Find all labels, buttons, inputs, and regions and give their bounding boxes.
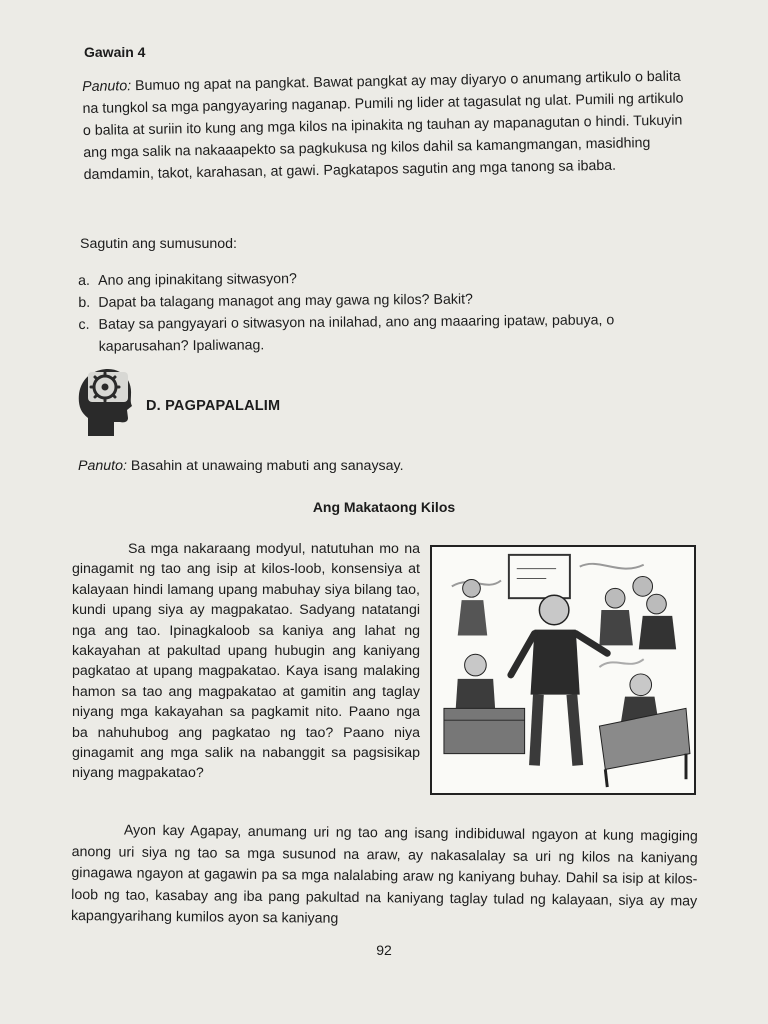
- essay-paragraph-2: [71, 820, 698, 934]
- reading-instructions: [78, 458, 404, 474]
- section-title: D. PAGPAPALALIM: [146, 398, 281, 414]
- question-text: Ano ang ipinakitang sitwasyon?: [98, 271, 297, 289]
- question-text: Batay sa pangyayari o sitwasyon na inilahad, ano ang maaaring ipataw, pabuya, o kaparusahan? Ipaliwanag.: [98, 312, 615, 355]
- essay-paragraph-1: [72, 539, 420, 784]
- activity-instructions: [82, 65, 696, 186]
- essay-title: Ang Makataong Kilos: [312, 499, 456, 515]
- people-activities-illustration: [430, 545, 696, 795]
- instruction-label: Panuto:: [78, 458, 127, 474]
- activity-heading: Gawain 4: [84, 44, 146, 60]
- question-letter: c.: [78, 316, 90, 333]
- question-list: [78, 265, 699, 358]
- page-number: 92: [376, 942, 392, 958]
- instruction-text: Basahin at unawaing mabuti ang sanaysay.: [130, 458, 404, 474]
- paragraph-text: Sa mga nakaraang modyul, natutuhan mo na ginagamit ng tao ang isip at kilos-loob, konsensiya at kalayaan hindi lamang upang mabuhay siya bilang tao, kundi upang siya ay magpakatao. Sadyang natatangi nga ang tao. Ipinagkaloob sa kaniya ang lahat ng kakayahan at pakultad upang hubugin ang kaniyang pagkatao at upang magpakatao. Kaya isang malaking hamon sa tao ang magpakatao at gamitin ang taglay niyang mga kakayahan sa pagkamit nito. Paano nga ba nahuhubog ang pagkatao ng tao? Paano niya ginagamit ang mga salik na nabanggit sa pagsisikap niyang magpakatao?: [72, 541, 420, 782]
- instruction-label: Panuto:: [82, 78, 132, 95]
- question-letter: a.: [78, 272, 91, 289]
- head-gear-icon: [74, 366, 134, 440]
- instruction-text: Bumuo ng apat na pangkat. Bawat pangkat ay may diyaryo o anumang artikulo o balita na tungkol sa mga pangyayaring naganap. Pumili ng lider at tagasulat ng ulat. Pumili ng artikulo o balita at suriin ito kung ang mga kilos na ipinakita ng tauhan ay mapanagutan o hindi. Tukuyin ang mga salik na nakaaapekto sa pagkukusa ng kilos dahil sa kamangmangan, masidhing damdamin, takot, karahasan, at gawi. Pagkatapos sagutin ang mga tanong sa ibaba.: [82, 68, 684, 183]
- question-text: Dapat ba talagang managot ang may gawa ng kilos? Bakit?: [98, 291, 473, 311]
- answer-heading: Sagutin ang sumusunod:: [80, 236, 237, 252]
- paragraph-text: Ayon kay Agapay, anumang uri ng tao ang isang indibiduwal ngayon at kung magiging anong uri siya ng tao sa mga susunod na araw, ay nakasalalay sa uri ng kilos na kaniyang ginagawa ngayon at gagawin pa sa mga nalalabing araw ng kaniyang buhay. Dahil sa isip at kilos-loob ng tao, kasabay ang iba pang pakultad na kaniyang taglay tulad ng kalayaan, siya ay may kapangyarihang kumilos ayon sa kaniyang: [70, 822, 698, 927]
- question-letter: b.: [78, 294, 91, 311]
- question-item: [78, 309, 698, 358]
